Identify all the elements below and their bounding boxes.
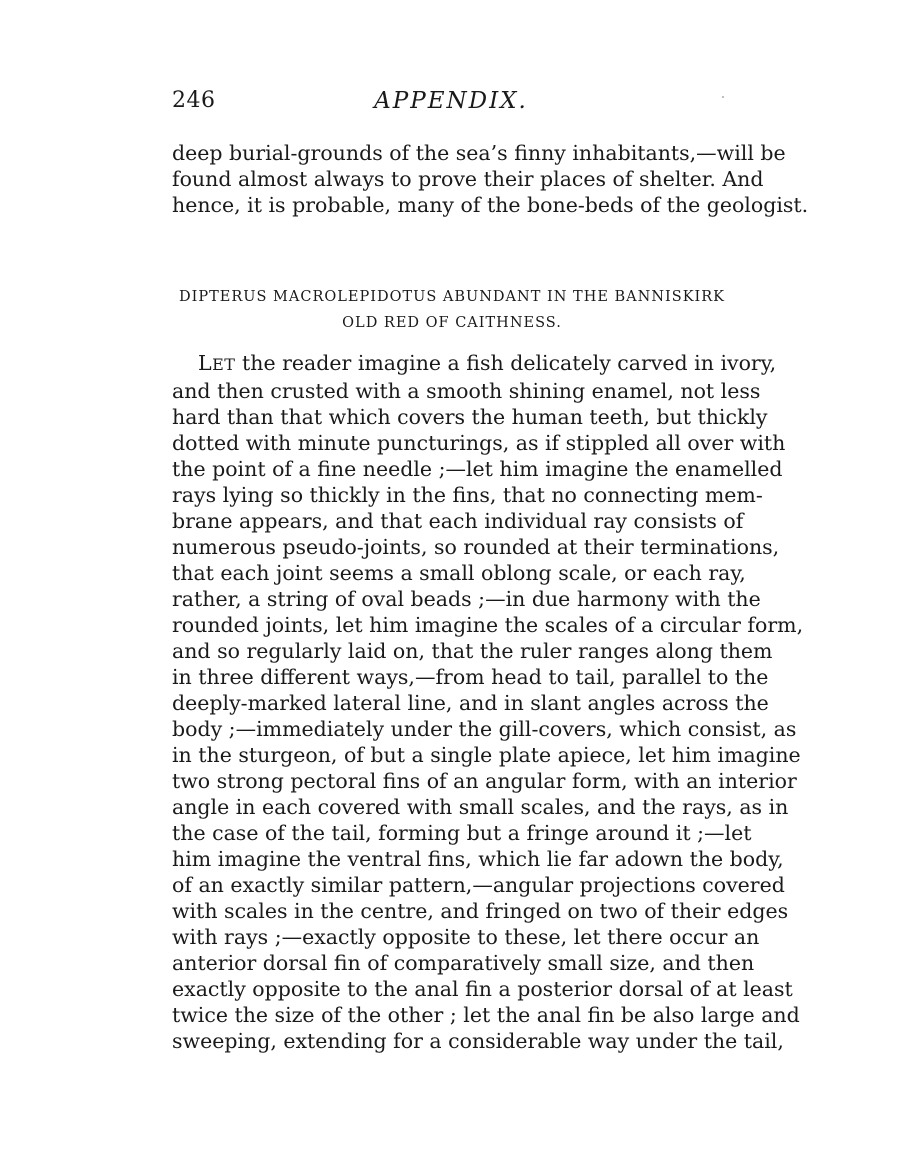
text-line: exactly opposite to the anal fin a posterior dorsal of at least — [172, 977, 793, 1001]
text-line: rather, a string of oval beads ;—in due harmony with the — [172, 587, 761, 611]
text-line: with scales in the centre, and fringed on two of their edges — [172, 899, 789, 923]
text-line: anterior dorsal fin of comparatively small size, and then — [172, 951, 755, 975]
text-line: body ;—immediately under the gill-covers, which consist, as — [172, 717, 797, 741]
paper-speck — [722, 96, 724, 98]
text-line: in three different ways,—from head to tail, parallel to the — [172, 665, 769, 689]
text-line: rays lying so thickly in the fins, that no connecting mem- — [172, 483, 763, 507]
text-line: hard than that which covers the human teeth, but thickly — [172, 405, 768, 429]
text-line: deeply-marked lateral line, and in slant angles across the — [172, 691, 769, 715]
text-line: rounded joints, let him imagine the scales of a circular form, — [172, 613, 804, 637]
text-line: dotted with minute puncturings, as if stippled all over with — [172, 431, 786, 455]
main-paragraph — [172, 350, 804, 1054]
page-number: 246 — [172, 88, 216, 113]
first-line-text: the reader imagine a fish delicately carved in ivory, — [235, 351, 777, 375]
text-line: two strong pectoral fins of an angular form, with an interior — [172, 769, 797, 793]
text-line: that each joint seems a small oblong scale, or each ray, — [172, 561, 746, 585]
text-line-first — [172, 350, 777, 378]
page-header — [172, 88, 730, 122]
text-line: hence, it is probable, many of the bone-beds of the geologist. — [172, 193, 809, 217]
text-line: brane appears, and that each individual ray consists of — [172, 509, 744, 533]
running-head: APPENDIX. — [374, 88, 528, 114]
text-line: deep burial-grounds of the sea’s finny inhabitants,—will be — [172, 141, 786, 165]
text-line: found almost always to prove their places of shelter. And — [172, 167, 764, 191]
section-heading — [172, 284, 732, 336]
text-line: the case of the tail, forming but a fringe around it ;—let — [172, 821, 752, 845]
text-line: with rays ;—exactly opposite to these, let there occur an — [172, 925, 760, 949]
text-line: angle in each covered with small scales, and the rays, as in — [172, 795, 789, 819]
text-line: him imagine the ventral fins, which lie far adown the body, — [172, 847, 784, 871]
intro-paragraph — [172, 140, 809, 218]
section-heading-line: DIPTERUS MACROLEPIDOTUS ABUNDANT IN THE BANNISKIRK — [178, 289, 726, 305]
text-line: in the sturgeon, of but a single plate apiece, let him imagine — [172, 743, 801, 767]
small-caps-opening-word: LET — [198, 351, 236, 375]
section-heading-line: OLD RED OF CAITHNESS. — [342, 315, 562, 331]
text-line: numerous pseudo-joints, so rounded at their terminations, — [172, 535, 780, 559]
text-line: of an exactly similar pattern,—angular projections covered — [172, 873, 785, 897]
text-line: twice the size of the other ; let the anal fin be also large and — [172, 1003, 800, 1027]
text-line: the point of a fine needle ;—let him imagine the enamelled — [172, 457, 783, 481]
text-line: and then crusted with a smooth shining enamel, not less — [172, 379, 761, 403]
text-line: sweeping, extending for a considerable way under the tail, — [172, 1029, 784, 1053]
text-line: and so regularly laid on, that the ruler ranges along them — [172, 639, 773, 663]
